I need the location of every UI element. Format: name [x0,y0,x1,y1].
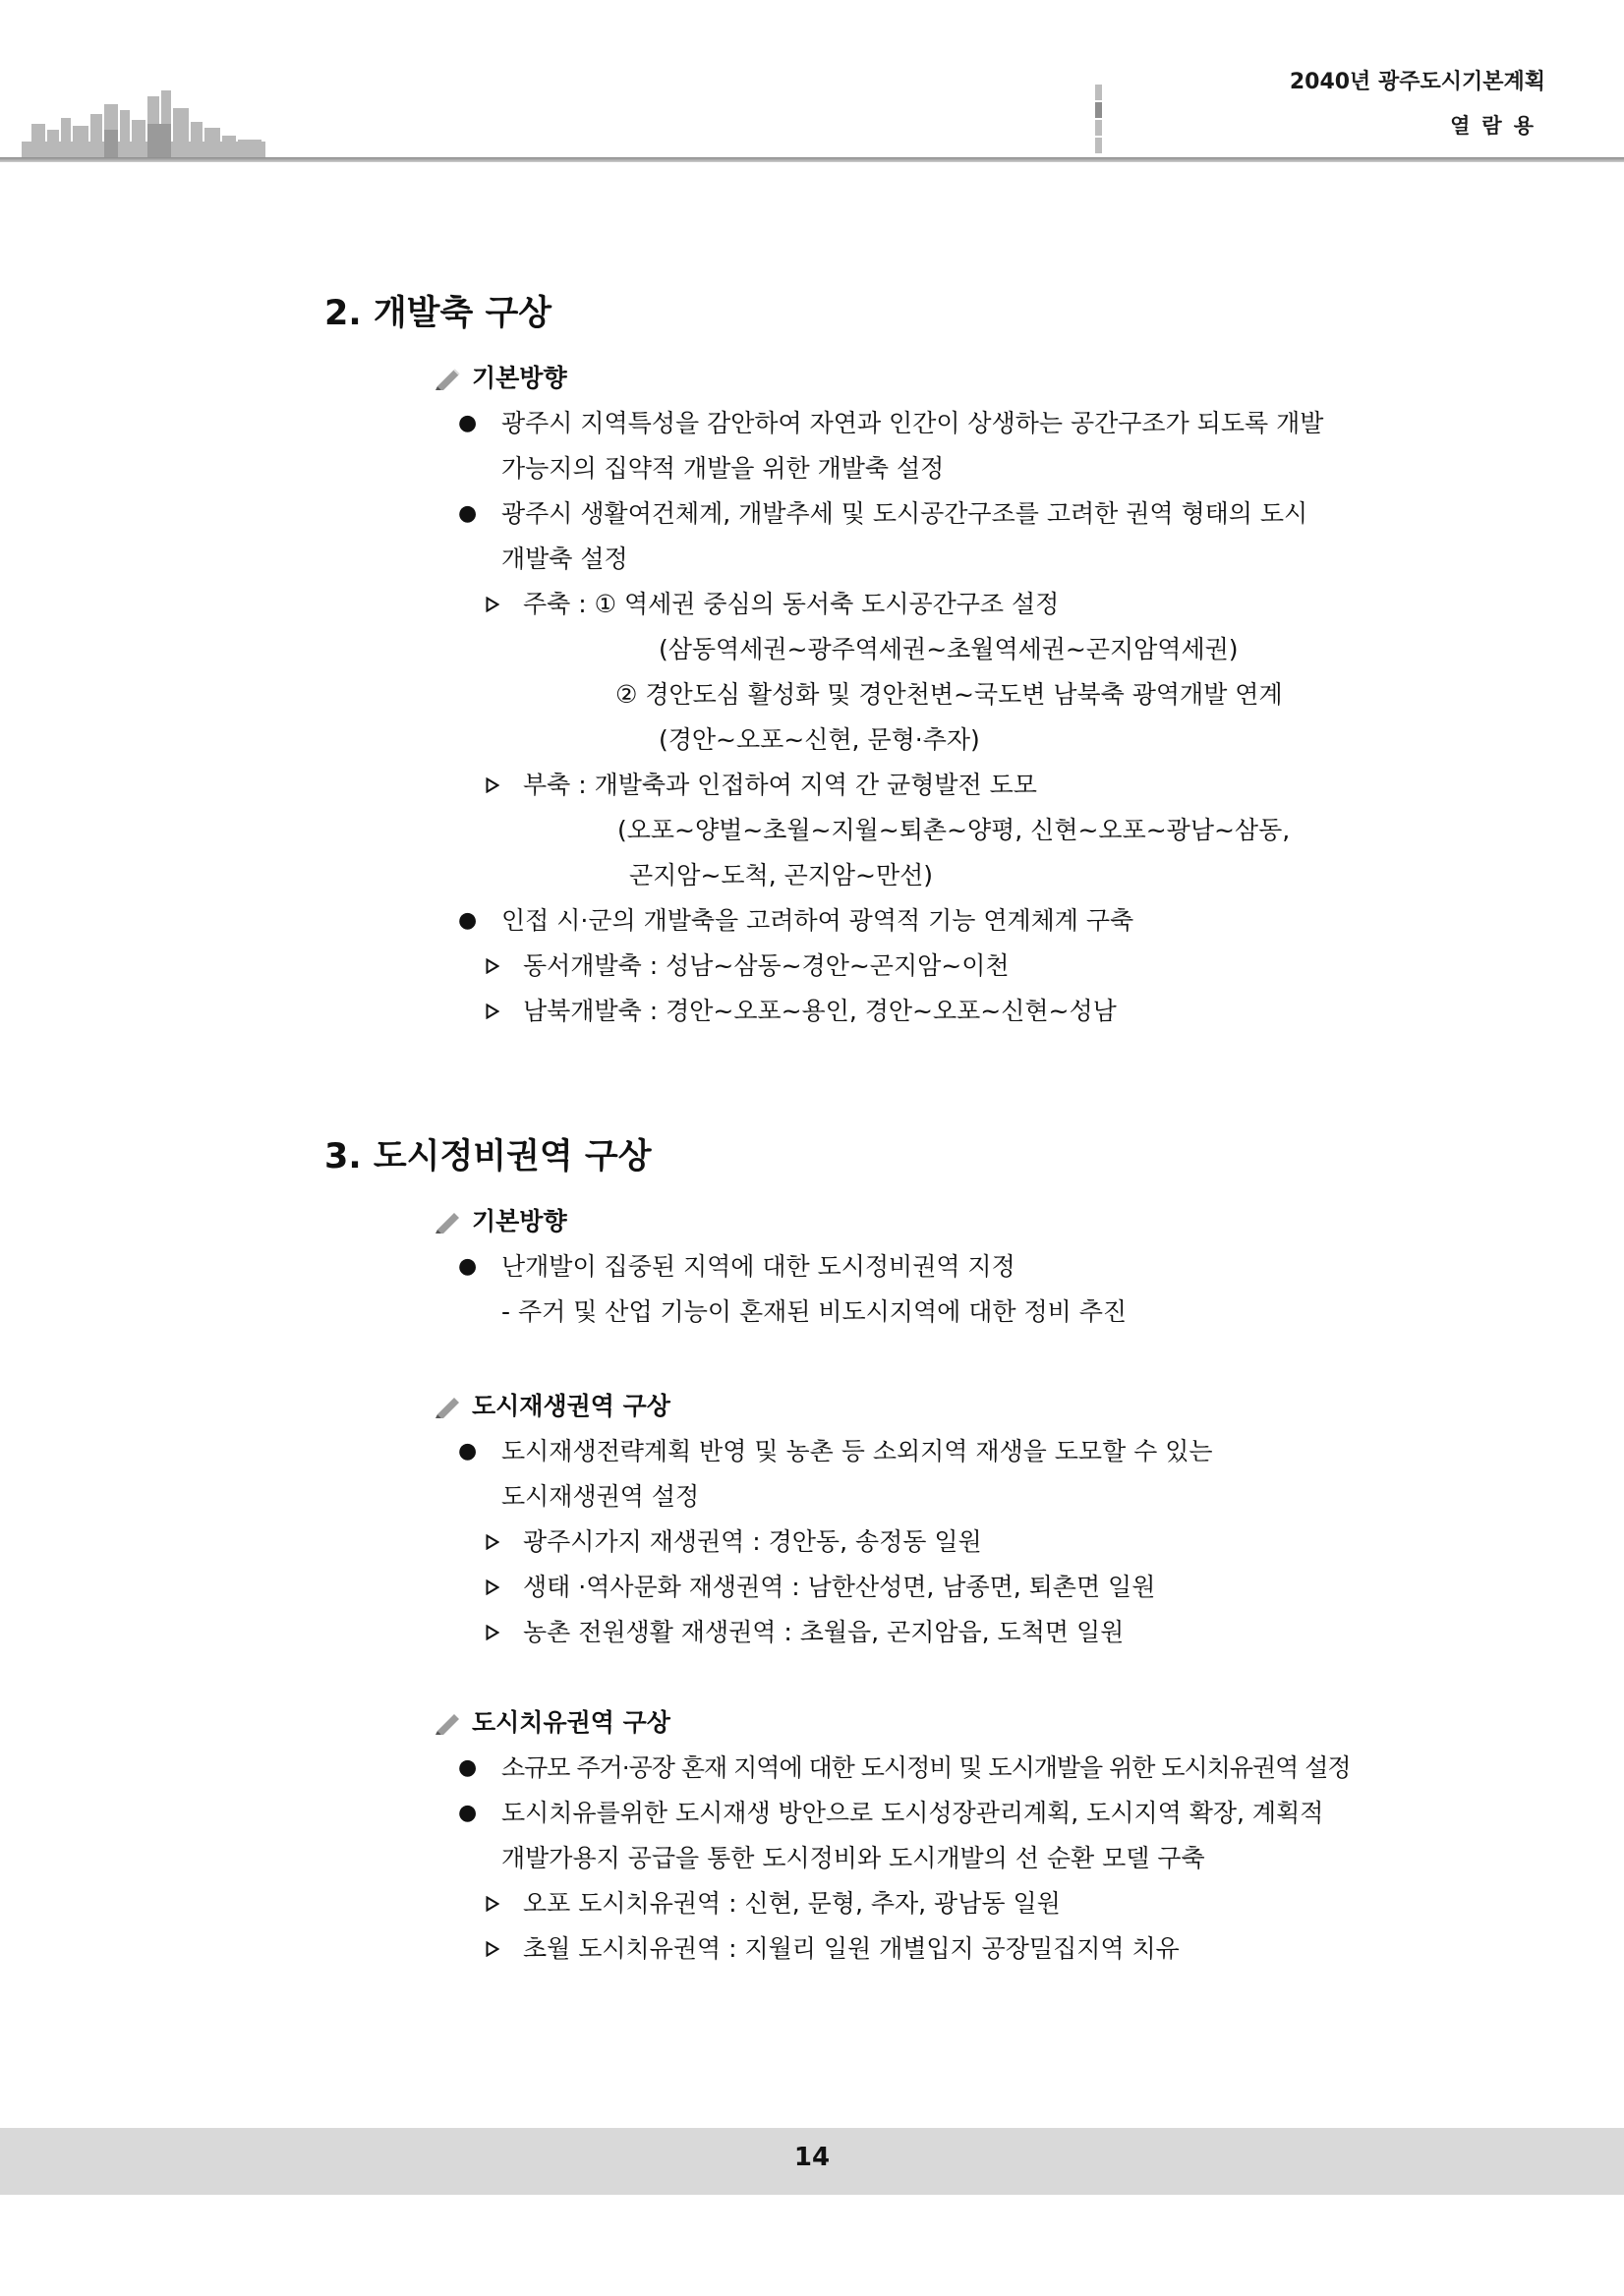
section-2-title: 2. 개발축 구상 [324,294,552,333]
triangle-right-icon [486,1004,499,1019]
list-item [324,944,1416,989]
triangle-right-icon [486,777,499,793]
regen-item-text: 생태 ·역사문화 재생권역 : 남한산성면, 남종면, 퇴촌면 일원 [523,1573,1156,1601]
city-skyline-icon [22,90,265,161]
page-number: 14 [793,2143,831,2172]
regen-item-text: 광주시가지 재생권역 : 경안동, 송정동 일원 [523,1527,982,1556]
main-axis-2-detail: (경안~오포~신현, 문형·추자) [659,725,980,754]
triangle-right-icon [486,1896,499,1912]
basic-direction-label: 기본방향 [472,1207,567,1235]
regeneration-zone-heading [324,1384,1416,1429]
bullet-text: 개발가용지 공급을 통한 도시정비와 도시개발의 선 순환 모델 구축 [501,1844,1205,1872]
bullet-dot: ● [458,1755,478,1780]
bullet-dot: ● [458,411,478,435]
pencil-icon [435,1711,462,1735]
bullet-text: 도시재생권역 설정 [501,1482,700,1511]
healing-zone-label: 도시치유권역 구상 [472,1708,670,1737]
document-title: 2040년 광주도시기본계획 [1289,70,1545,94]
triangle-right-icon [486,1534,499,1550]
main-axis-detail: (삼동역세권~광주역세권~초월역세권~곤지암역세권) [659,635,1239,663]
bullet-text: 광주시 생활여건체계, 개발추세 및 도시공간구조를 고려한 권역 형태의 도시 [501,499,1308,528]
triangle-right-icon [486,1579,499,1595]
triangle-right-icon [486,958,499,974]
bullet-text: 가능지의 집약적 개발을 위한 개발축 설정 [501,454,945,483]
list-item [324,1429,1416,1520]
list-item [324,1610,1416,1655]
page-content [324,285,1416,1972]
list-item [324,1746,1416,1791]
list-item [324,1244,1416,1290]
bullet-dot: ● [458,1439,478,1464]
main-axis-2-text: ② 경안도심 활성화 및 경안천변~국도변 남북축 광역개발 연계 [615,680,1283,709]
header-divider [1095,85,1102,155]
list-item [324,898,1416,944]
healing-zone-heading [324,1700,1416,1746]
sub-axis-text: 부축 : 개발축과 인접하여 지역 간 균형발전 도모 [523,771,1037,799]
header-rule [0,157,1624,162]
triangle-right-icon [486,597,499,612]
pencil-icon [435,367,462,390]
heal-item-text: 초월 도시치유권역 : 지월리 일원 개별입지 공장밀집지역 치유 [523,1934,1180,1963]
bullet-dot: ● [458,1801,478,1825]
basic-direction-label: 기본방향 [472,364,567,392]
list-item [324,763,1416,808]
bullet-text: 인접 시·군의 개발축을 고려하여 광역적 기능 연계체계 구축 [501,906,1134,935]
bullet-text: 개발축 설정 [501,545,628,573]
list-item [324,989,1416,1034]
bullet-text: 도시치유를위한 도시재생 방안으로 도시성장관리계획, 도시지역 확장, 계획적 [501,1799,1324,1827]
triangle-right-icon [486,1941,499,1957]
bullet-text: 도시재생전략계획 반영 및 농촌 등 소외지역 재생을 도모할 수 있는 [501,1437,1213,1465]
list-item [324,1926,1416,1972]
main-axis-text: 주축 : ① 역세권 중심의 동서축 도시공간구조 설정 [523,590,1060,618]
list-item [324,491,1416,582]
heal-item-text: 오포 도시치유권역 : 신현, 문형, 추자, 광남동 일원 [523,1889,1061,1918]
east-west-axis-text: 동서개발축 : 성남~삼동~경안~곤지암~이천 [523,951,1010,980]
bullet-dot: ● [458,908,478,933]
bullet-text: 난개발이 집중된 지역에 대한 도시정비권역 지정 [501,1252,1015,1281]
list-item [324,401,1416,491]
list-item [324,1520,1416,1565]
bullet-text: 소규모 주거·공장 혼재 지역에 대한 도시정비 및 도시개발을 위한 도시치유권역 설정 [501,1753,1351,1782]
pencil-icon [435,1210,462,1234]
bullet-text: 광주시 지역특성을 감안하여 자연과 인간이 상생하는 공간구조가 되도록 개발 [501,409,1324,437]
triangle-right-icon [486,1625,499,1640]
regeneration-zone-label: 도시재생권역 구상 [472,1392,670,1420]
sub-axis-detail: (오포~양벌~초월~지월~퇴촌~양평, 신현~오포~광남~삼동, [617,816,1291,844]
bullet-detail: - 주거 및 산업 기능이 혼재된 비도시지역에 대한 정비 추진 [501,1297,1127,1326]
list-item [324,1791,1416,1881]
list-item [324,582,1416,627]
north-south-axis-text: 남북개발축 : 경안~오포~용인, 경안~오포~신현~성남 [523,997,1117,1025]
regen-item-text: 농촌 전원생활 재생권역 : 초월읍, 곤지암읍, 도척면 일원 [523,1618,1125,1646]
section-3-title: 3. 도시정비권역 구상 [324,1137,652,1177]
pencil-icon [435,1395,462,1418]
section-2-basic-direction [324,356,1416,401]
list-item [324,1881,1416,1926]
document-subtitle: 열람용 [1450,114,1545,138]
bullet-dot: ● [458,1254,478,1279]
list-item [324,1565,1416,1610]
section-3-basic-direction [324,1199,1416,1244]
sub-axis-detail: 곤지암~도척, 곤지암~만선) [629,861,934,890]
bullet-dot: ● [458,501,478,526]
